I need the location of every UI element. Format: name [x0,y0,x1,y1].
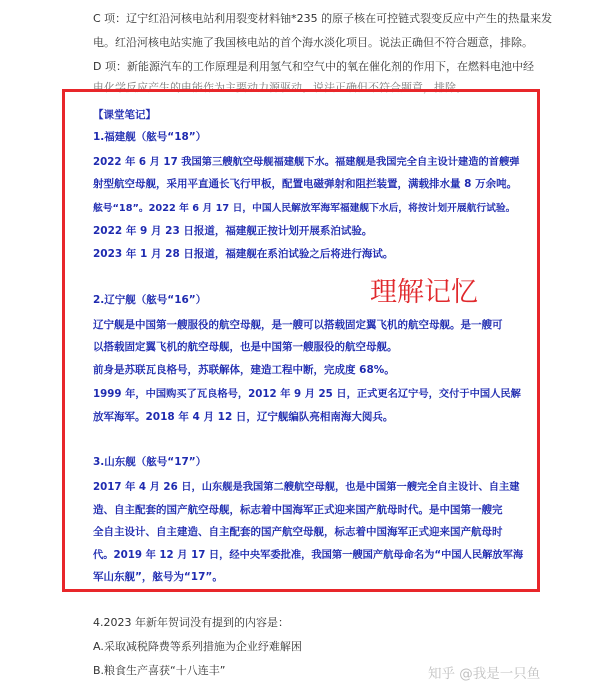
stamp-text: 理解记忆 [370,277,478,308]
ship2-line: 前身是苏联瓦良格号，苏联解体，建造工程中断，完成度 68%。 [93,364,395,376]
ship3-line: 造、自主配套的国产航空母舰，标志着中国海军正式迎来国产航母时代。是中国第一艘完 [93,504,503,516]
question-stem: 4.2023 年新年贺词没有提到的内容是： [93,616,289,629]
ship2-title: 2.辽宁舰（舷号“16”） [93,294,207,306]
ship1-line: 2022 年 6 月 17 我国第三艘航空母舰福建舰下水。福建舰是我国完全自主设计建造的首艘弹 [93,156,520,168]
ship3-line: 全自主设计、自主建造、自主配套的国产航空母舰，标志着中国海军正式迎来国产航母时 [93,526,503,538]
option-b: B.粮食生产喜获“十八连丰” [93,664,226,677]
text-line: 电。红沿河核电站实施了我国核电站的首个海水淡化项目。说法正确但不符合题意，排除。 [93,36,533,49]
ship1-line: 射型航空母舰，采用平直通长飞行甲板，配置电磁弹射和阻拦装置，满载排水量 8 万余吨。 [93,178,518,190]
ship3-line: 2017 年 4 月 26 日，山东舰是我国第二艘航空母舰，也是中国第一艘完全自主设计、自主建 [93,481,520,493]
watermark: 知乎 @我是一只鱼 [428,666,541,682]
ship2-line: 辽宁舰是中国第一艘服役的航空母舰，是一艘可以搭载固定翼飞机的航空母舰。是一艘可 [93,319,503,331]
ship3-line: 代。2019 年 12 月 17 日，经中央军委批准，我国第一艘国产航母命名为“中国人民解放军海 [93,549,524,561]
ship1-title: 1.福建舰（舷号“18”） [93,131,207,143]
ship2-line: 以搭载固定翼飞机的航空母舰，也是中国第一艘服役的航空母舰。 [93,341,398,353]
notes-heading: 【课堂笔记】 [93,109,156,121]
ship3-line: 军山东舰”，舷号为“17”。 [93,571,223,583]
ship1-line: 2023 年 1 月 28 日报道，福建舰在系泊试验之后将进行海试。 [93,248,394,260]
text-line: 电化学反应产生的电能作为主要动力源驱动。说法正确但不符合题意，排除。 [93,81,467,94]
text-line: C 项：辽宁红沿河核电站利用裂变材料铀*235 的原子核在可控链式裂变反应中产生的热量来发 [93,12,553,25]
ship2-line: 放军海军。2018 年 4 月 12 日，辽宁舰编队亮相南海大阅兵。 [93,411,394,423]
ship3-title: 3.山东舰（舷号“17”） [93,456,207,468]
ship1-line: 舷号“18”。2022 年 6 月 17 日，中国人民解放军海军福建舰下水后，将按计划开展航行试验。 [93,203,516,214]
option-a: A.采取减税降费等系列措施为企业纾难解困 [93,640,302,653]
ship1-line: 2022 年 9 月 23 日报道，福建舰正按计划开展系泊试验。 [93,225,373,237]
ship2-line: 1999 年，中国购买了瓦良格号，2012 年 9 月 25 日，正式更名辽宁号，交付于中国人民解 [93,388,521,400]
text-line: D 项：新能源汽车的工作原理是利用氢气和空气中的氧在催化剂的作用下，在燃料电池中经 [93,60,534,73]
